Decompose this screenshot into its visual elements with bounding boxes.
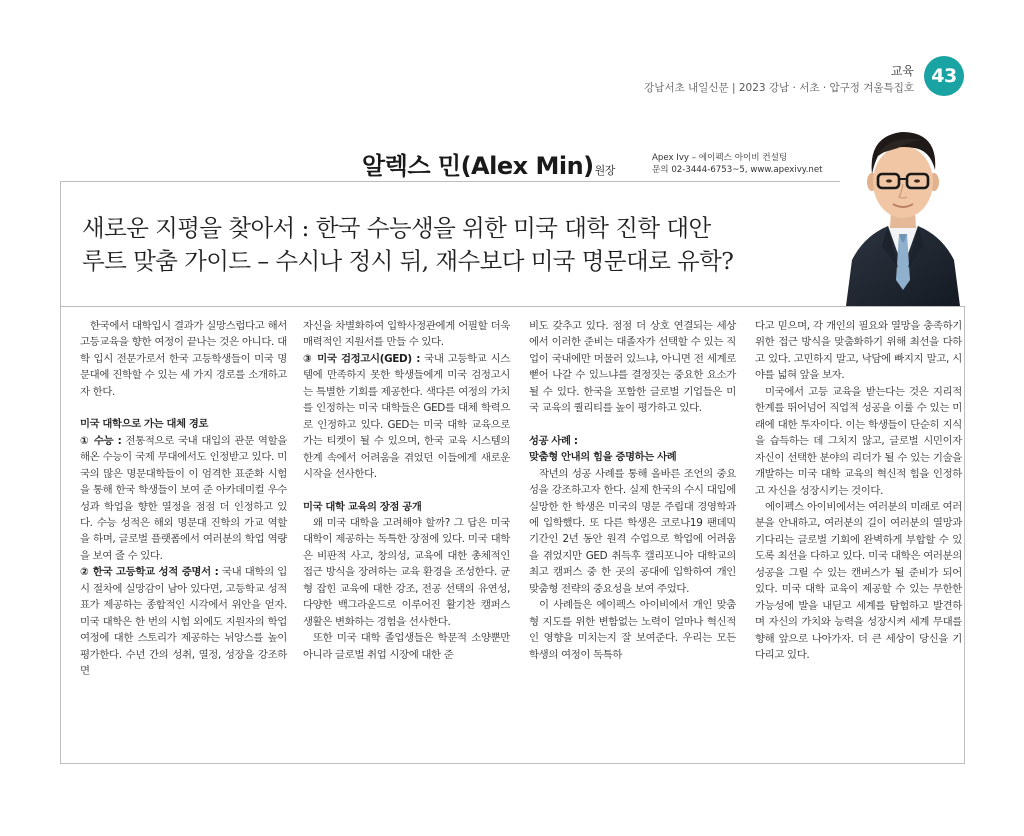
intro-paragraph: 한국에서 대학입시 결과가 실망스럽다고 해서 고등교육을 향한 여정이 끝나는 것은 아니다. 대학 입시 전문가로서 한국 고등학생들이 미국 명문대에 진학할 수 있는 세 가지 경로를 소개하고자 한다. — [80, 320, 287, 398]
spacer — [80, 400, 287, 416]
portrait-drawing — [842, 118, 964, 306]
section-subheading-success: 맞춤형 안내의 힘을 증명하는 사례 — [529, 451, 677, 464]
author-portrait-photo — [842, 118, 964, 306]
page-number-badge: 43 — [924, 56, 964, 96]
route-3-label: ③ 미국 검정고시(GED) : — [303, 352, 421, 365]
advantages-paragraph-2: 또한 미국 대학 졸업생들은 학문적 소양뿐만 아니라 글로벌 취업 시장에 대한 준 — [303, 632, 510, 661]
route-2-label: ② 한국 고등학교 성적 증명서 : — [80, 566, 219, 579]
route-1-text: 전통적으로 국내 대입의 관문 역할을 해온 수능이 국제 무대에서도 인정받고 있다. 미국의 많은 명문대학들이 이 엄격한 표준화 시험을 통해 한국 학생들이 보여 준 아카데미컬 우수성과 학업을 향한 열정을 점점 더 인정하고 있다. 수능 성적은 해외 명문대 진학의 가교 역할을 하며, 글로벌 플랫폼에서 여러분의 학업 역량을 보여 줄 수 있다. — [80, 434, 287, 562]
frame-rule-left — [60, 181, 61, 764]
route-3-paragraph — [303, 351, 510, 483]
route-2-paragraph — [80, 564, 287, 679]
closing-paragraph-1: 미국에서 고등 교육을 받는다는 것은 지리적 한계를 뛰어넘어 직업적 성공을 이룰 수 있는 미래에 대한 투자이다. 이는 학생들이 단순히 지식을 습득하는 데 그치지 않고, 글로벌 시민이자 자신이 선택한 분야의 리더가 될 수 있는 기술을 개발하는 미국 대학 교육의 혁신적 힘을 인정하고 자신을 성장시키는 것이다. — [755, 385, 962, 497]
headline — [82, 212, 842, 278]
frame-rule-top — [60, 181, 840, 182]
article-column-1 — [80, 318, 287, 680]
advantages-paragraph-1: 왜 미국 대학을 고려해야 할까? 그 답은 미국 대학이 제공하는 독특한 장점에 있다. 미국 대학은 비판적 사고, 창의성, 교육에 대한 총체적인 접근 방식을 장려하는 교육 환경을 조성한다. 균형 잡힌 교육에 대한 강조, 전공 선택의 유연성, 다양한 백그라운드로 이루어진 활기찬 캠퍼스 생활은 변화하는 경험을 선사한다. — [303, 516, 510, 628]
success-paragraph-2: 이 사례들은 에이펙스 아이비에서 개인 맞춤형 지도를 위한 변함없는 노력이 얼마나 혁신적인 영향을 미치는지 잘 보여준다. 우리는 모든 학생의 여정이 독특하 — [529, 599, 736, 661]
author-org: Apex Ivy – 에이펙스 아이비 컨설팅 — [652, 153, 788, 163]
article-column-4 — [755, 318, 962, 664]
headline-divider — [60, 306, 965, 307]
route-3-text: 국내 고등학교 시스템에 만족하지 못한 학생들에게 미국 검정고시는 특별한 기회를 제공한다. 색다른 여정의 가치를 인정하는 미국 대학들은 GED를 대체 학력으로 인정하고 있다. GED는 미국 대학 교육으로 가는 티켓이 될 수 있으며, 한국 교육 시스템의 한계 속에서 어려움을 겪었던 이들에게 새로운 시작을 선사한다. — [303, 352, 510, 481]
author-name: 알렉스 민(Alex Min) — [362, 152, 594, 180]
headline-line-1: 새로운 지평을 찾아서 : 한국 수능생을 위한 미국 대학 진학 대안 — [82, 214, 711, 242]
route-2-text: 국내 대학의 입시 절차에 실망감이 남아 있다면, 고등학교 성적표가 제공하는 종합적인 시각에서 위안을 얻자. 미국 대학은 한 번의 시험 외에도 지원자의 학업 여정에 대한 스토리가 제공하는 뉘앙스를 높이 평가한다. 수년 간의 성취, 열정, 성장을 강조하면 — [80, 566, 287, 678]
success-continued: 다고 믿으며, 각 개인의 필요와 열망을 충족하기 위한 접근 방식을 맞춤화하기 위해 최선을 다하고 있다. 고민하지 말고, 낙담에 빠지지 말고, 시야를 넓혀 앞을 보자. — [755, 320, 962, 382]
author-contact: 문의 02-3444-6753~5, www.apexivy.net — [652, 165, 823, 175]
success-paragraph-1: 작년의 성공 사례를 통해 올바른 조언의 중요성을 강조하고자 한다. 실제 한국의 수시 대입에 실망한 한 학생은 미국의 명문 주립대 경영학과에 입학했다. 또 다른 학생은 코로나19 팬데믹 기간인 2년 동안 원격 수업으로 학업에 어려움을 겪었지만 GED 취득후 캘리포니아 대학교의 최고 캠퍼스 중 한 곳의 공대에 입학하여 개인 맞춤형 전략의 중요성을 보여 주었다. — [529, 467, 736, 595]
author-byline — [362, 146, 615, 181]
frame-rule-right — [964, 306, 965, 764]
route-1-paragraph — [80, 433, 287, 565]
section-heading-success: 성공 사례 : — [529, 434, 578, 447]
section-label: 교육 — [890, 64, 914, 78]
author-role: 원장 — [594, 164, 615, 177]
article-column-3 — [529, 318, 736, 663]
author-info — [652, 152, 822, 176]
spacer — [529, 417, 736, 433]
closing-paragraph-2: 에이펙스 아이비에서는 여러분의 미래로 여러분을 안내하고, 여러분의 길이 여러분의 열망과 기다리는 글로벌 기회에 완벽하게 부합할 수 있도록 최선을 다하고 있다. 미국 대학은 여러분의 성공을 그릴 수 있는 캔버스가 될 준비가 되어 있다. 미국 대학 교육이 제공할 수 있는 무한한 가능성에 발을 내딛고 세계를 탐험하고 발견하며 자신의 가치와 능력을 성장시켜 세계 무대를 향해 앞으로 나아가자. 더 큰 세상이 당신을 기다리고 있다. — [755, 500, 962, 662]
route-2-continued: 자신을 차별화하여 입학사정관에게 어필할 더욱 매력적인 지원서를 만들 수 있다. — [303, 320, 510, 349]
spacer — [303, 483, 510, 499]
section-heading-routes: 미국 대학으로 가는 대체 경로 — [80, 418, 209, 431]
advantages-continued: 비도 갖추고 있다. 점점 더 상호 연결되는 세상에서 이러한 준비는 대졸자가 선택할 수 있는 직업이 국내에만 머물러 있느냐, 아니면 전 세계로 뻗어 나갈 수 있느냐를 결정짓는 중요한 요소가 될 수 있다. 한국을 포함한 글로벌 기업들은 미국 교육의 퀄리티를 높이 평가하고 있다. — [529, 320, 736, 415]
article-column-2 — [303, 318, 510, 663]
headline-line-2: 루트 맞춤 가이드 – 수시나 정시 뒤, 재수보다 미국 명문대로 유학? — [82, 247, 734, 275]
route-1-label: ① 수능 : — [80, 434, 122, 447]
section-heading-advantages: 미국 대학 교육의 장점 공개 — [303, 500, 422, 513]
edition-line: 강남서초 내일신문 | 2023 강남 · 서초 · 압구정 겨울특집호 — [644, 82, 914, 94]
frame-rule-bottom — [60, 763, 965, 764]
